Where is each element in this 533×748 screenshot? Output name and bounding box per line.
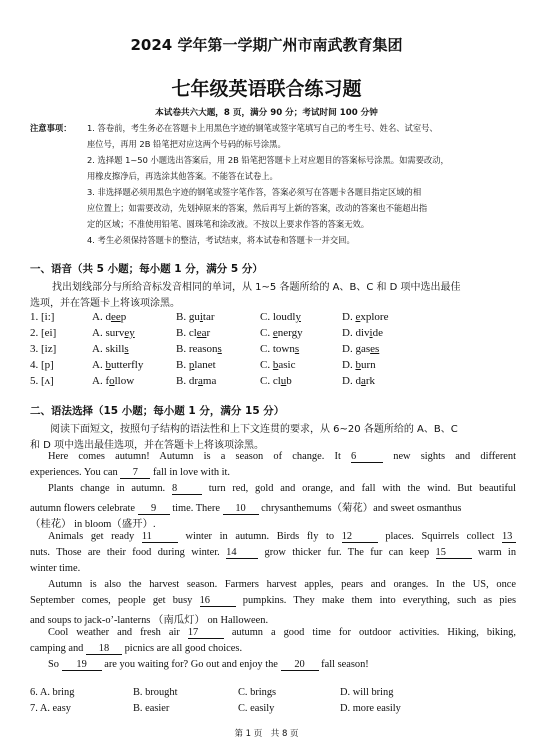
word-part: D. gas [342, 343, 371, 355]
passage-line [30, 451, 516, 463]
word-part: C. cl [260, 375, 281, 387]
passage-text: winter in autumn. Birds fly to [185, 531, 335, 542]
phonetic-option-c [260, 311, 301, 323]
word-part: p [120, 311, 127, 323]
passage-text: fall in love with it. [152, 467, 230, 478]
passage-text: Animals get ready [48, 531, 135, 542]
blank-11: 11 [142, 531, 178, 543]
phonetic-symbol: 1. [i:] [30, 311, 55, 323]
note-line: 3. 非选择题必须用黑色字迹的钢笔或签字笔作答，答案必须写在答题卡各题目指定区域的相 [87, 187, 422, 197]
word-part: A. d [92, 311, 111, 323]
word-part: tar [202, 311, 215, 323]
passage-line [30, 595, 516, 607]
passage-text: Cool weather and fresh air [48, 627, 180, 638]
blank-6: 6 [351, 451, 383, 463]
note-line: 2. 选择题 1~50 小题选出答案后，用 2B 铅笔把答题卡上对应题目的答案标号涂黑。如需要改动， [87, 155, 449, 165]
phonetic-option-a [92, 375, 134, 387]
section2-instruction: 和 D 项中选出最佳选项，并在答题卡上将该项涂黑。 [30, 440, 265, 451]
word-part: r [206, 327, 211, 339]
notes-label: 注意事项： [30, 123, 72, 133]
note-line: 1. 答卷前，考生务必在答题卡上用黑色字迹的钢笔或签字笔填写自己的考生号、姓名、试室号、 [87, 123, 438, 133]
option-7b: B. easier [133, 703, 170, 714]
blank-16: 16 [200, 595, 236, 607]
phonetic-symbol: 2. [ei] [30, 327, 57, 339]
underlined-letters: a [198, 375, 203, 387]
blank-18: 18 [86, 643, 122, 655]
passage-line [30, 483, 516, 495]
phonetic-option-a [92, 327, 135, 339]
word-part: A. f [92, 375, 110, 387]
word-part: B. gu [176, 311, 200, 323]
word-part: B. reason [176, 343, 218, 355]
passage-text: winter time. [30, 563, 81, 574]
section2-title: 二、语法选择（15 小题；每小题 1 分，满分 15 分） [30, 405, 285, 417]
word-part: C. town [260, 343, 295, 355]
underlined-letters: es [370, 343, 380, 355]
phonetic-option-d [342, 327, 383, 339]
underlined-letters: b [355, 359, 361, 371]
word-part: D. div [342, 327, 370, 339]
option-7d: D. more easily [340, 703, 401, 714]
passage-text: are you waiting for? Go out and enjoy the [104, 659, 278, 670]
blank-8: 8 [172, 483, 202, 495]
passage-text: autumn a good time for outdoor activities. Hiking, biking, [231, 627, 516, 638]
passage-line [30, 611, 516, 626]
section1-instruction: 找出划线部分与所给音标发音相同的单词，从 1~5 各题所给的 A、B、C 和 D 项中选出最佳 [52, 282, 461, 293]
section1-instruction: 选项，并在答题卡上将该项涂黑。 [30, 298, 180, 309]
note-line: 定的区域；不准使用铅笔、圆珠笔和涂改液。不按以上要求作答的答案无效。 [87, 219, 370, 229]
blank-15: 15 [436, 547, 472, 559]
passage-text: Here comes autumn! Autumn is a season of change. It [48, 451, 341, 462]
passage-text: pumpkins. They make them into everything, such as pies [242, 595, 516, 606]
phonetic-option-d [342, 311, 388, 323]
word-part: C. [260, 359, 273, 371]
passage-text: （桂花） in bloom（盛开）. [30, 519, 156, 530]
passage-text: chrysanthemums（菊花）and sweet osmanthus [261, 503, 462, 514]
underlined-letters: s [124, 343, 129, 355]
word-part: nergy [277, 327, 303, 339]
phonetic-option-b [176, 327, 210, 339]
phonetic-option-c [260, 327, 303, 339]
passage-text: experiences. You can [30, 467, 118, 478]
underlined-letters: s [217, 343, 222, 355]
exam-title: 七年级英语联合练习题 [171, 78, 362, 100]
underlined-letters: p [188, 359, 195, 371]
phonetic-option-d [342, 375, 375, 387]
passage-line [30, 515, 516, 530]
word-part: b [286, 375, 292, 387]
blank-7: 7 [120, 467, 150, 479]
passage-text: camping and [30, 643, 84, 654]
note-line: 用橡皮擦净后，再选涂其他答案。不能答在试卷上。 [87, 171, 278, 181]
word-part: xplore [360, 311, 389, 323]
phonetic-option-a [92, 359, 143, 371]
blank-12: 12 [342, 531, 378, 543]
phonetic-option-c [260, 359, 295, 371]
underlined-letters: s [294, 343, 300, 355]
passage-line [30, 659, 533, 671]
blank-19: 19 [62, 659, 102, 671]
passage-line [30, 547, 516, 559]
word-part: rk [365, 375, 376, 387]
phonetic-option-b [176, 311, 215, 323]
phonetic-symbol: 3. [iz] [30, 343, 57, 355]
phonetic-option-b [176, 343, 222, 355]
option-6a: 6. A. bring [30, 687, 75, 698]
phonetic-option-c [260, 343, 299, 355]
underlined-letters: b [105, 359, 111, 371]
underlined-letters: i [369, 327, 373, 339]
phonetic-option-a [92, 343, 129, 355]
option-6b: B. brought [133, 687, 178, 698]
word-part: llow [114, 375, 135, 387]
underlined-letters: o [109, 375, 115, 387]
exam-header-school: 2024 学年第一学期广州市南武教育集团 [130, 36, 403, 54]
note-line: 座位号，再用 2B 铅笔把对应这两个号码的标号涂黑。 [87, 139, 286, 149]
phonetic-symbol: 4. [p] [30, 359, 54, 371]
word-part: asic [278, 359, 296, 371]
passage-text: Autumn is also the harvest season. Farmers harvest apples, pears and oranges. In the US, once [48, 579, 516, 590]
word-part: urn [360, 359, 376, 371]
underlined-letters: u [280, 375, 287, 387]
passage-text: turn red, gold and orange, and fall with the wind. But beautiful [208, 483, 517, 494]
word-part: de [372, 327, 383, 339]
word-part: B. cl [176, 327, 197, 339]
word-part: C. [260, 327, 273, 339]
passage-text: time. There [172, 503, 220, 514]
phonetic-option-c [260, 375, 292, 387]
word-part: ma [202, 375, 217, 387]
blank-20: 20 [281, 659, 319, 671]
option-7a: 7. A. easy [30, 703, 71, 714]
note-line: 应位置上；如需要改动，先划掉原来的答案，然后再写上新的答案，改动的答案也不能超出指 [87, 203, 428, 213]
blank-14: 14 [226, 547, 258, 559]
passage-line [30, 467, 516, 479]
passage-text: places. Squirrels collect [385, 531, 495, 542]
passage-text: grow thicker fur. The fur can keep [264, 547, 430, 558]
word-part: A. surv [92, 327, 125, 339]
passage-text: and soups to jack-o’-lanterns （南瓜灯） on Halloween. [30, 615, 269, 626]
passage-line [30, 579, 516, 590]
word-part: D. d [342, 375, 361, 387]
word-part: A. skill [92, 343, 125, 355]
option-7c: C. easily [238, 703, 275, 714]
exam-info: 本试卷共六大题，8 页，满分 90 分；考试时间 100 分钟 [155, 108, 378, 118]
underlined-letters: y [295, 311, 301, 323]
passage-line [30, 563, 516, 574]
word-part: lanet [194, 359, 216, 371]
passage-text: September comes, people get busy [30, 595, 193, 606]
passage-text: Plants change in autumn. [48, 483, 166, 494]
note-line: 4. 考生必须保持答题卡的整洁，考试结束，将本试卷和答题卡一并交回。 [87, 235, 355, 245]
passage-text: So [48, 659, 59, 670]
phonetic-option-d [342, 359, 376, 371]
phonetic-option-d [342, 343, 379, 355]
passage-line [30, 531, 516, 543]
blank-17: 17 [188, 627, 224, 639]
word-part: B. dr [176, 375, 198, 387]
passage-line [30, 627, 516, 639]
underlined-letters: ea [196, 327, 207, 339]
underlined-letters: e [355, 311, 361, 323]
option-6c: C. brings [238, 687, 277, 698]
word-part: A. [92, 359, 106, 371]
passage-text: nuts. Those are their food during winter. [30, 547, 220, 558]
passage-text: fall season! [321, 659, 369, 670]
passage-line [30, 499, 516, 515]
blank-13: 13 [502, 531, 516, 543]
option-6d: D. will bring [340, 687, 394, 698]
word-part: C. loudl [260, 311, 296, 323]
blank-10: 10 [223, 503, 259, 515]
underlined-letters: e [272, 327, 278, 339]
underlined-letters: ee [110, 311, 121, 323]
page-footer: 第 1 页 共 8 页 [234, 729, 299, 739]
passage-line [30, 643, 516, 655]
underlined-letters: b [272, 359, 279, 371]
underlined-letters: a [360, 375, 366, 387]
passage-text: picnics are all good choices. [124, 643, 243, 654]
underlined-letters: ey [124, 327, 135, 339]
underlined-letters: i [199, 311, 203, 323]
word-part: utterfly [110, 359, 144, 371]
passage-text: autumn flowers celebrate [30, 503, 136, 514]
word-part: D. [342, 311, 356, 323]
phonetic-option-a [92, 311, 126, 323]
passage-text: warm in [477, 547, 517, 558]
phonetic-option-b [176, 359, 216, 371]
phonetic-option-b [176, 375, 216, 387]
passage-text: new sights and different [393, 451, 516, 462]
word-part: D. [342, 359, 356, 371]
word-part: B. [176, 359, 189, 371]
blank-9: 9 [138, 503, 170, 515]
section2-instruction: 阅读下面短文，按照句子结构的语法性和上下文连贯的要求，从 6~20 各题所给的 A、B、C [50, 424, 458, 435]
section1-title: 一、语音（共 5 小题；每小题 1 分，满分 5 分） [30, 263, 263, 275]
phonetic-symbol: 5. [ʌ] [30, 375, 54, 387]
